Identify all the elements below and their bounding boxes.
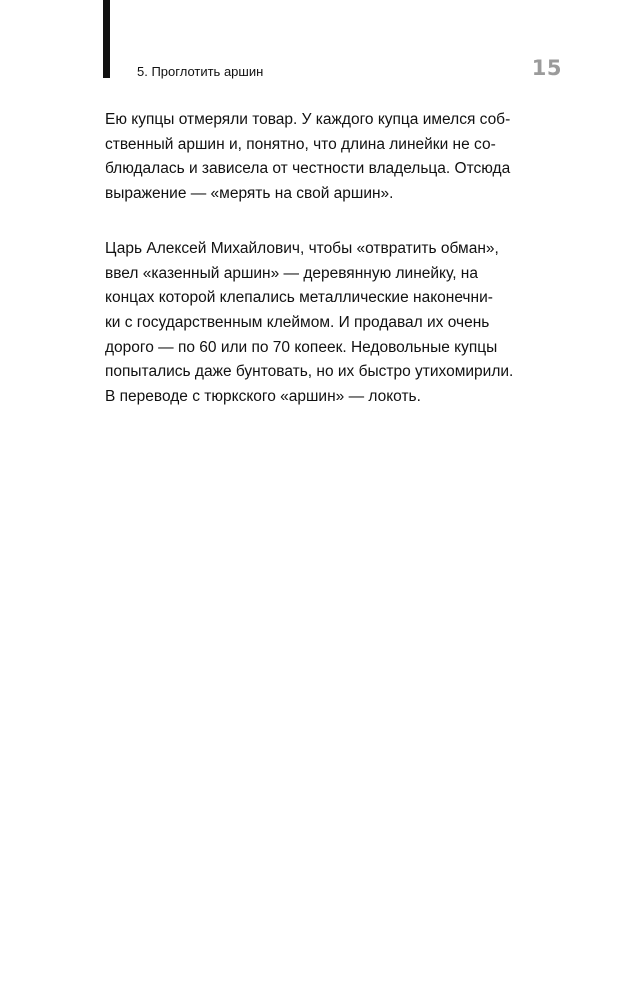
- body-text: [105, 108, 545, 410]
- text-line: попытались даже бунтовать, но их быстро утихомирили.: [105, 363, 514, 381]
- text-line: Царь Алексей Михайлович, чтобы «отвратить обман»,: [105, 239, 499, 257]
- text-line: ввел «казенный аршин» — деревянную линейку, на: [105, 264, 478, 282]
- page-number: 15: [531, 56, 562, 80]
- text-line: Ею купцы отмеряли товар. У каждого купца имелся соб-: [105, 111, 511, 128]
- paragraph-spacer: [105, 207, 545, 237]
- running-header-title: 5. Проглотить аршин: [137, 64, 264, 79]
- text-line: В переводе с тюркского «аршин» — локоть.: [105, 388, 421, 406]
- text-line: выражение — «мерять на свой аршин».: [105, 185, 394, 203]
- paragraph-2: [105, 237, 545, 410]
- text-line: ки с государственным клеймом. И продавал их очень: [105, 313, 490, 331]
- paragraph-1: [105, 108, 545, 207]
- text-line: блюдалась и зависела от честности владельца. Отсюда: [105, 160, 511, 178]
- text-line: концах которой клепались металлические наконечни-: [105, 289, 493, 307]
- text-line: дорого — по 60 или по 70 копеек. Недовольные купцы: [105, 338, 498, 356]
- margin-bar: [103, 0, 110, 78]
- text-line: ственный аршин и, понятно, что длина линейки не со-: [105, 135, 496, 153]
